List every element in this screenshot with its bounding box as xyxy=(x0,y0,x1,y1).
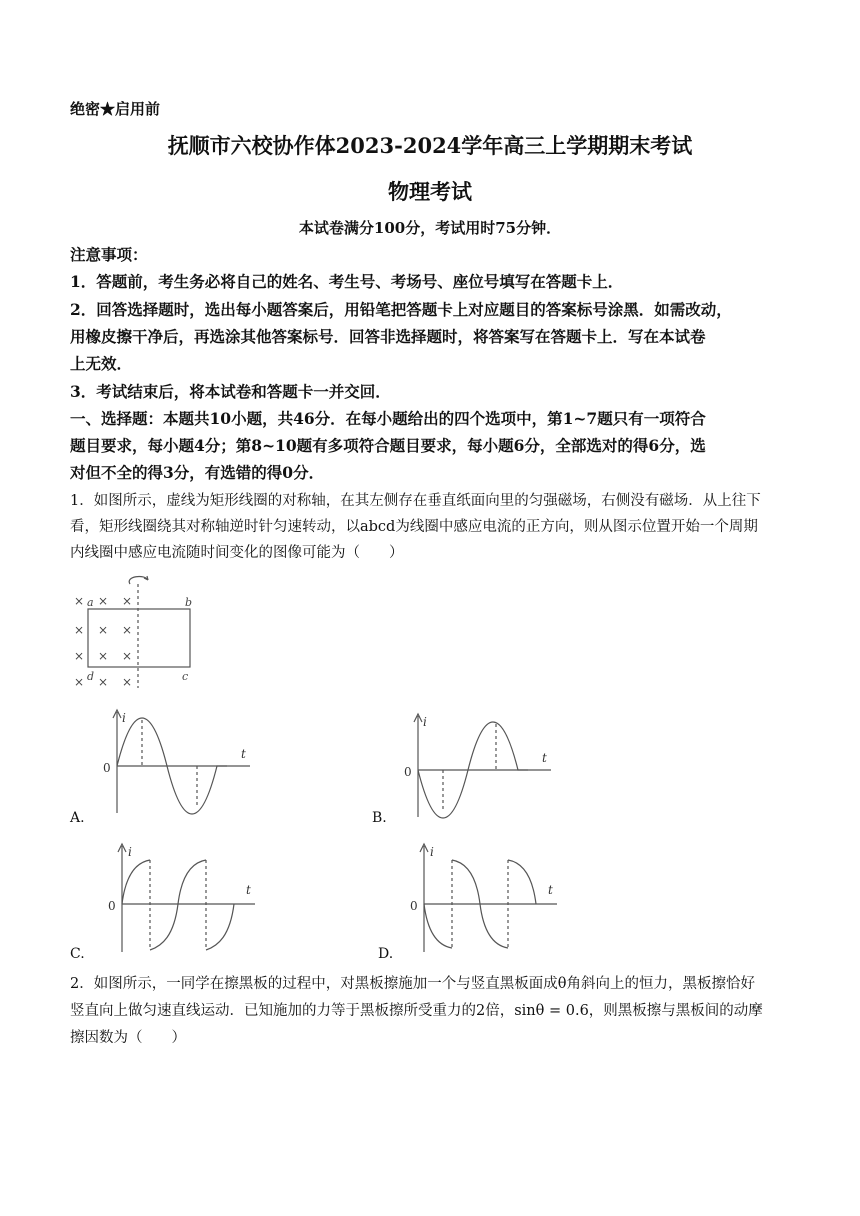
section-1-line-2: 题目要求，每小题4分；第8~10题有多项符合题目要求，每小题6分，全部选对的得6分，选 xyxy=(70,436,706,455)
graph-option-a xyxy=(95,708,255,818)
option-c-label: C. xyxy=(70,946,85,962)
field-cross: × xyxy=(74,675,85,689)
label-b: b xyxy=(185,596,193,609)
label-d: d xyxy=(87,670,95,683)
option-d-label: D. xyxy=(378,946,394,962)
q2-line-2: 竖直向上做匀速直线运动．已知施加的力等于黑板擦所受重力的2倍，sinθ = 0.6，则黑板擦与黑板间的动摩 xyxy=(70,1003,763,1019)
axis-label-i: i xyxy=(430,845,434,859)
note-item-2-line-2: 用橡皮擦干净后，再选涂其他答案标号．回答非选择题时，将答案写在答题卡上．写在本试卷 xyxy=(70,327,706,346)
axis-label-t: t xyxy=(542,751,547,765)
field-cross: × xyxy=(122,649,133,663)
graph-option-b xyxy=(396,712,556,822)
axis-label-i: i xyxy=(122,711,126,725)
axis-label-t: t xyxy=(548,883,553,897)
note-item-2-line-3: 上无效． xyxy=(70,354,133,373)
section-1-line-3: 对但不全的得3分，有选错的得0分． xyxy=(70,463,325,482)
field-cross: × xyxy=(74,594,85,608)
section-1-line-1: 一、选择题：本题共10小题，共46分．在每小题给出的四个选项中，第1~7题只有一项符合 xyxy=(70,409,706,428)
axis-label-t: t xyxy=(246,883,251,897)
field-cross: × xyxy=(98,623,109,637)
axis-origin: 0 xyxy=(410,899,418,913)
note-item-1: 1．答题前，考生务必将自己的姓名、考生号、考场号、座位号填写在答题卡上． xyxy=(70,272,624,291)
axis-label-t: t xyxy=(241,747,246,761)
graph-option-d xyxy=(402,842,562,957)
exam-info: 本试卷满分100分，考试用时75分钟． xyxy=(298,219,562,237)
exam-title: 抚顺市六校协作体2023-2024学年高三上学期期末考试 xyxy=(167,133,693,158)
coil-magnetic-field-figure xyxy=(70,572,210,692)
label-c: c xyxy=(182,670,189,683)
field-cross: × xyxy=(122,594,133,608)
note-item-3: 3．考试结束后，将本试卷和答题卡一并交回． xyxy=(70,382,391,401)
graph-option-c xyxy=(100,842,260,957)
axis-origin: 0 xyxy=(404,765,412,779)
axis-label-i: i xyxy=(128,845,132,859)
axis-origin: 0 xyxy=(108,899,116,913)
field-cross: × xyxy=(122,623,133,637)
label-a: a xyxy=(87,596,94,609)
field-cross: × xyxy=(74,649,85,663)
axis-label-i: i xyxy=(423,715,427,729)
option-a-label: A. xyxy=(70,810,85,826)
field-cross: × xyxy=(98,649,109,663)
option-b-label: B. xyxy=(372,810,387,826)
q2-line-3: 擦因数为（ ） xyxy=(70,1030,186,1046)
field-cross: × xyxy=(98,594,109,608)
q1-line-3: 内线圈中感应电流随时间变化的图像可能为（ ） xyxy=(70,545,404,561)
notes-heading: 注意事项： xyxy=(70,245,148,264)
field-cross: × xyxy=(98,675,109,689)
q1-line-2: 看，矩形线圈绕其对称轴逆时针匀速转动，以abcd为线圈中感应电流的正方向，则从图示位置开始一个周期 xyxy=(70,519,758,535)
field-cross: × xyxy=(122,675,133,689)
field-cross: × xyxy=(74,623,85,637)
secret-label: 绝密★启用前 xyxy=(70,100,161,118)
q1-line-1: 1．如图所示，虚线为矩形线圈的对称轴，在其左侧存在垂直纸面向里的匀强磁场，右侧没有磁场．从上往下 xyxy=(70,493,761,509)
q2-line-1: 2．如图所示，一同学在擦黑板的过程中，对黑板擦施加一个与竖直黑板面成θ角斜向上的恒力，黑板擦恰好 xyxy=(70,976,755,992)
axis-origin: 0 xyxy=(103,761,111,775)
exam-subtitle: 物理考试 xyxy=(388,179,472,204)
note-item-2-line-1: 2．回答选择题时，选出每小题答案后，用铅笔把答题卡上对应题目的答案标号涂黑．如需改动， xyxy=(70,300,732,319)
